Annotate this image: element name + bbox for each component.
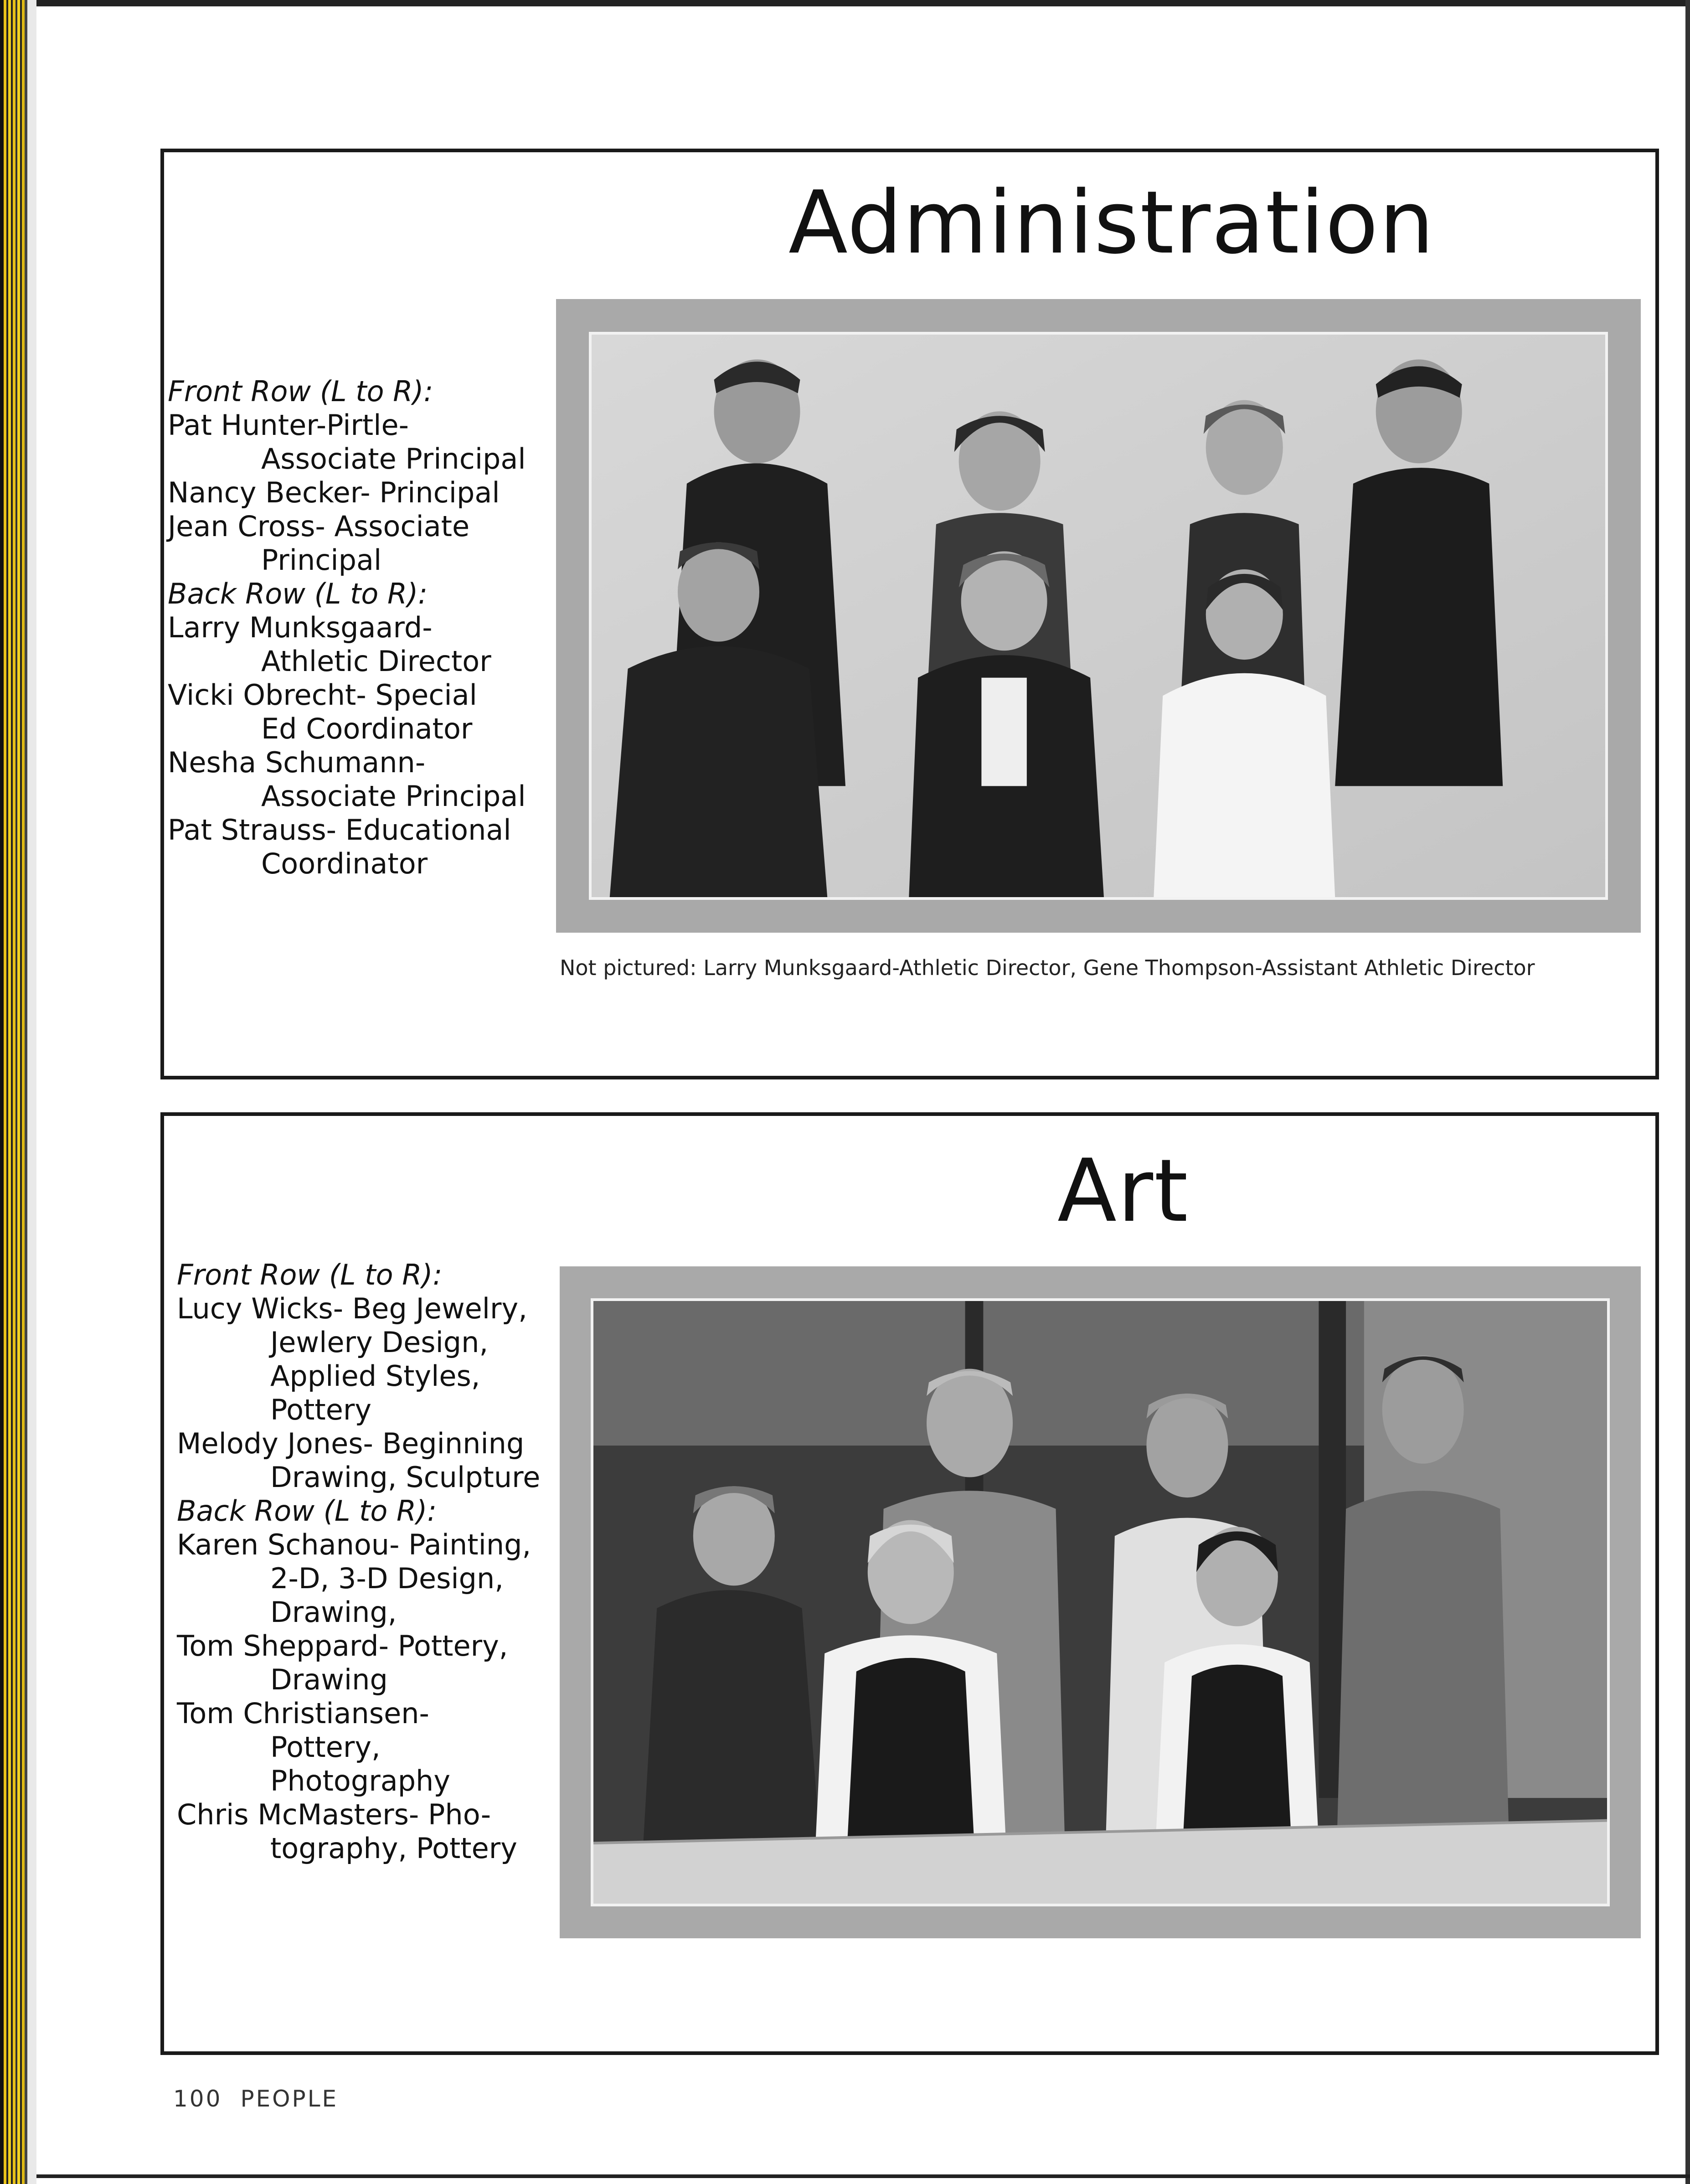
caption-line: tography, Pottery: [270, 1832, 517, 1865]
front-row-heading: Front Row (L to R):: [177, 1258, 443, 1291]
section-label: PEOPLE: [240, 2086, 339, 2112]
administration-photo-mat: [556, 299, 1641, 933]
binding-spine: [0, 0, 36, 2184]
caption-line: Karen Schanou- Painting,: [177, 1528, 531, 1561]
caption-line: 2-D, 3-D Design,: [270, 1562, 504, 1595]
art-caption: [177, 1258, 540, 1865]
art-panel: [160, 1112, 1659, 2055]
caption-line: Associate Principal: [261, 780, 526, 813]
administration-title: Administration: [788, 172, 1435, 273]
bottom-rule: [36, 2174, 1690, 2178]
caption-line: Vicki Obrecht- Special: [168, 678, 477, 712]
caption-line: Coordinator: [261, 847, 428, 880]
caption-line: Tom Sheppard- Pottery,: [177, 1629, 508, 1663]
caption-line: Associate Principal: [261, 442, 526, 475]
caption-line: Larry Munksgaard-: [168, 611, 433, 644]
caption-line: Nancy Becker- Principal: [168, 476, 500, 509]
caption-line: Drawing,: [270, 1595, 397, 1629]
caption-line: Applied Styles,: [270, 1359, 480, 1393]
art-group-photo: [591, 1298, 1610, 1906]
administration-group-photo: [589, 332, 1608, 900]
caption-line: Drawing: [270, 1663, 388, 1696]
folio: [173, 2086, 356, 2112]
caption-line: Photography: [270, 1764, 451, 1797]
page-edge: [1685, 0, 1690, 2184]
caption-line: Pottery,: [270, 1730, 381, 1764]
administration-panel: [160, 149, 1659, 1079]
art-photo-mat: [560, 1266, 1641, 1938]
art-title: Art: [1057, 1141, 1189, 1241]
not-pictured-note: Not pictured: Larry Munksgaard-Athletic Director, Gene Thompson-Assistant Athletic Director: [560, 955, 1535, 980]
caption-line: Chris McMasters- Pho-: [177, 1798, 491, 1831]
caption-line: Ed Coordinator: [261, 712, 473, 745]
caption-line: Jewlery Design,: [270, 1326, 489, 1359]
caption-line: Nesha Schumann-: [168, 746, 426, 779]
caption-line: Tom Christiansen-: [177, 1697, 429, 1730]
back-row-heading: Back Row (L to R):: [168, 577, 428, 610]
caption-line: Pat Strauss- Educational: [168, 813, 511, 847]
caption-line: Athletic Director: [261, 645, 491, 678]
administration-caption: [168, 375, 526, 881]
caption-line: Drawing, Sculpture: [270, 1461, 541, 1494]
page-number: 100: [173, 2086, 222, 2112]
caption-line: Principal: [261, 543, 382, 577]
caption-line: Pottery: [270, 1393, 372, 1426]
caption-line: Melody Jones- Beginning: [177, 1427, 525, 1460]
top-rule: [0, 0, 1690, 6]
front-row-heading: Front Row (L to R):: [168, 375, 433, 408]
caption-line: Lucy Wicks- Beg Jewelry,: [177, 1292, 527, 1325]
back-row-heading: Back Row (L to R):: [177, 1494, 437, 1528]
caption-line: Pat Hunter-Pirtle-: [168, 408, 409, 442]
caption-line: Jean Cross- Associate: [168, 510, 470, 543]
